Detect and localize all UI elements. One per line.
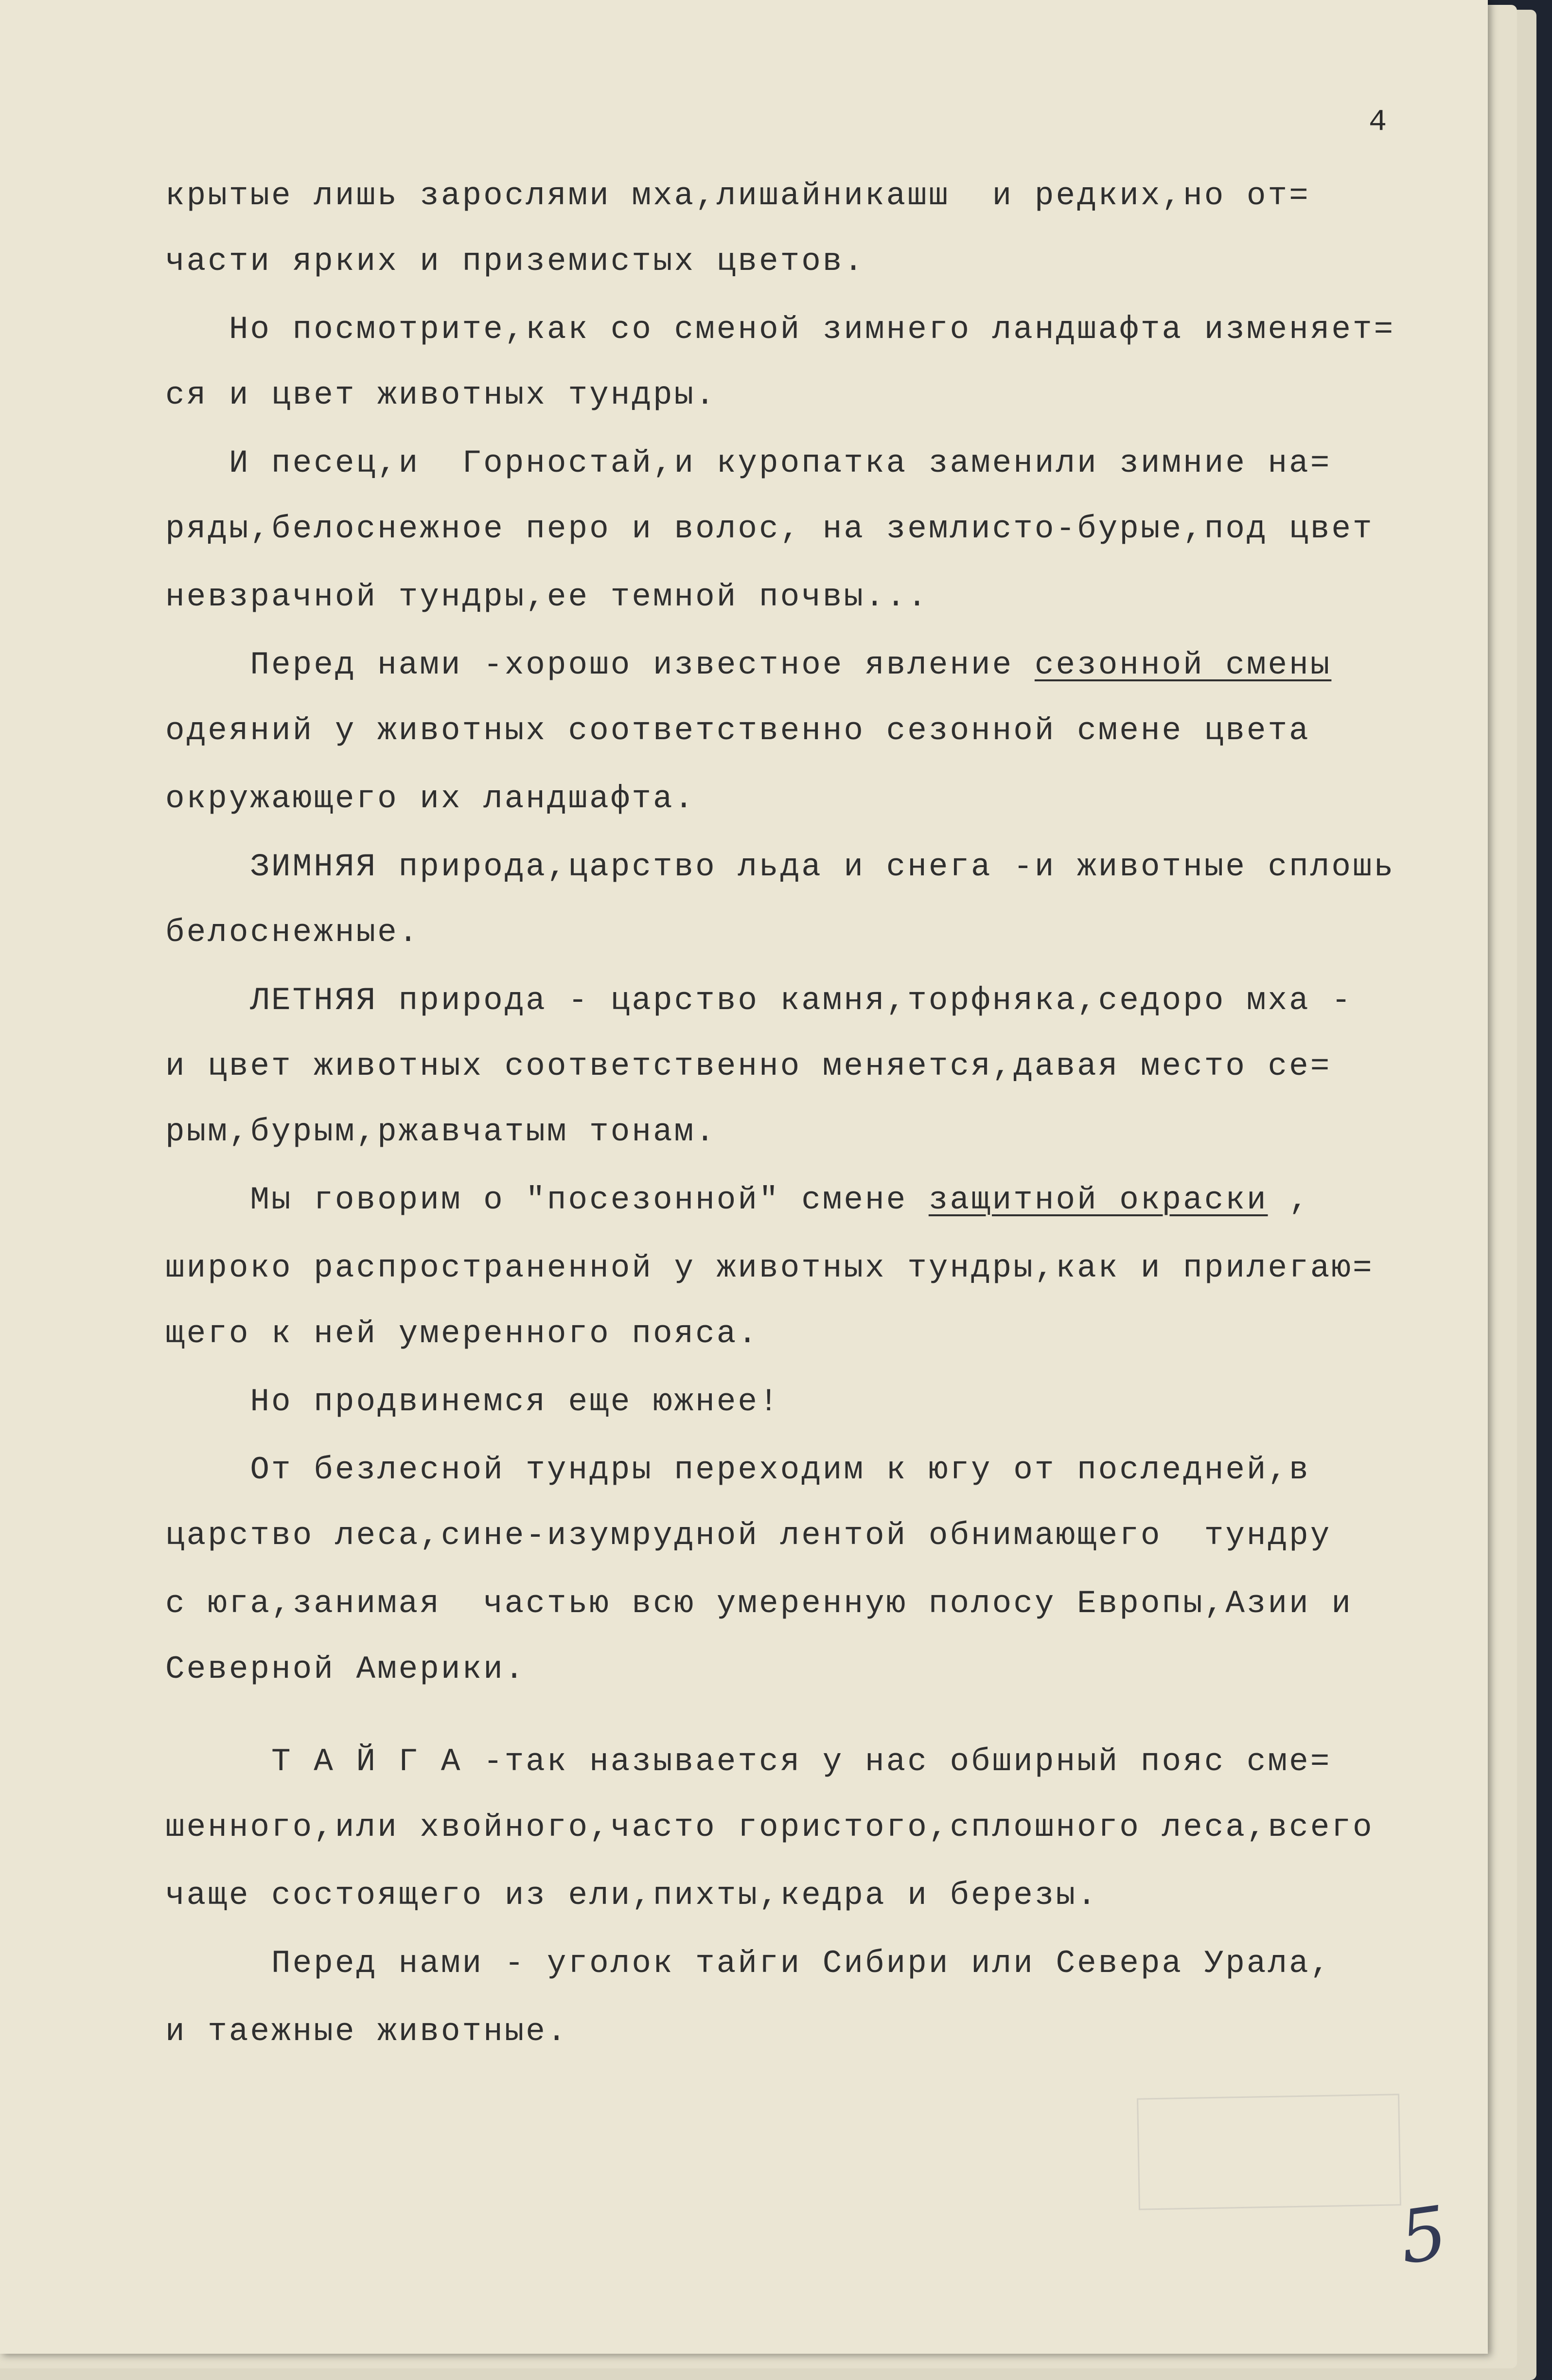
line-text: От безлесной тундры переходим к югу от последней,в — [165, 1452, 1310, 1488]
text-line — [165, 379, 717, 411]
line-text: одеяний у животных соответственно сезонной смене цвета — [165, 712, 1310, 749]
text-line — [165, 1454, 1310, 1486]
line-text: щего к ней умеренного пояса. — [165, 1315, 759, 1352]
archive-stamp — [1137, 2094, 1401, 2210]
line-text: белоснежные. — [165, 914, 420, 951]
text-line — [165, 1517, 1332, 1554]
line-text: и таежные животные. — [165, 2013, 568, 2050]
text-line — [165, 311, 1395, 348]
text-line — [165, 581, 929, 613]
text-line — [165, 1945, 1332, 1982]
text-line — [165, 1809, 1374, 1846]
text-line — [165, 712, 1310, 749]
text-line — [165, 1386, 780, 1418]
line-text: широко распространенной у животных тундры,как и прилегаю= — [165, 1250, 1374, 1286]
line-text: царство леса,сине-изумрудной лентой обнимающего тундру — [165, 1517, 1332, 1554]
text-line — [165, 914, 420, 951]
text-line — [165, 1184, 1310, 1216]
line-text: части ярких и приземистых цветов. — [165, 243, 865, 280]
text-line — [165, 2013, 568, 2050]
text-line — [165, 649, 1331, 681]
line-text: И песец,и Горностай,и куропатка заменили зимние на= — [165, 445, 1332, 481]
underlined-phrase: сезонной смены — [1034, 647, 1332, 683]
page-number: 4 — [1369, 105, 1387, 139]
line-text: Но продвинемся еще южнее! — [165, 1384, 780, 1420]
line-text: ряды,белоснежное перо и волос, на землисто-бурые,под цвет — [165, 511, 1374, 547]
line-text: с юга,занимая частью всю умеренную полосу Европы,Азии и — [165, 1585, 1353, 1622]
line-text: крытые лишь зарослями мха,лишайникашш и редких,но от= — [165, 178, 1310, 214]
line-text: ЛЕТНЯЯ природа - царство камня,торфняка,седоро мха - — [165, 982, 1353, 1019]
text-line — [165, 1315, 759, 1352]
text-line — [165, 1050, 1331, 1083]
line-text: Но посмотрите,как со сменой зимнего ландшафта изменяет= — [165, 311, 1395, 348]
text-line — [165, 783, 695, 815]
text-line — [165, 1743, 1332, 1780]
line-text: невзрачной тундры,ее темной почвы... — [165, 579, 929, 615]
line-text: Перед нами -хорошо известное явление — [165, 647, 1035, 683]
text-line — [165, 447, 1331, 480]
line-text: чаще состоящего из ели,пихты,кедра и березы. — [165, 1877, 1098, 1914]
line-suffix: , — [1268, 1182, 1310, 1218]
line-text: рым,бурым,ржавчатым тонам. — [165, 1114, 717, 1150]
text-line — [165, 982, 1353, 1019]
text-line — [165, 1116, 717, 1148]
text-line — [165, 513, 1374, 545]
line-text: Т А Й Г А -так называется у нас обширный пояс сме= — [165, 1743, 1332, 1780]
line-text: окружающего их ландшафта. — [165, 781, 696, 817]
text-line — [165, 1252, 1374, 1284]
line-text: ЗИМНЯЯ природа,царство льда и снега -и животные сплошь — [165, 849, 1395, 885]
text-line — [165, 243, 865, 280]
line-text: Мы говорим о "посезонной" смене — [165, 1182, 929, 1218]
text-line — [165, 851, 1395, 883]
handwritten-page-number: 5 — [1394, 2190, 1453, 2281]
underlined-phrase: защитной окраски — [928, 1182, 1268, 1218]
line-text: и цвет животных соответственно меняется,давая место се= — [165, 1048, 1332, 1084]
line-text: шенного,или хвойного,часто гористого,сплошного леса,всего — [165, 1809, 1374, 1846]
text-line — [165, 1585, 1353, 1622]
text-line — [165, 1653, 526, 1686]
line-text: Перед нами - уголок тайги Сибири или Севера Урала, — [165, 1945, 1332, 1982]
line-text: ся и цвет животных тундры. — [165, 377, 717, 413]
text-line — [165, 180, 1310, 212]
text-line — [165, 1877, 1098, 1914]
line-text: Северной Америки. — [165, 1651, 526, 1687]
